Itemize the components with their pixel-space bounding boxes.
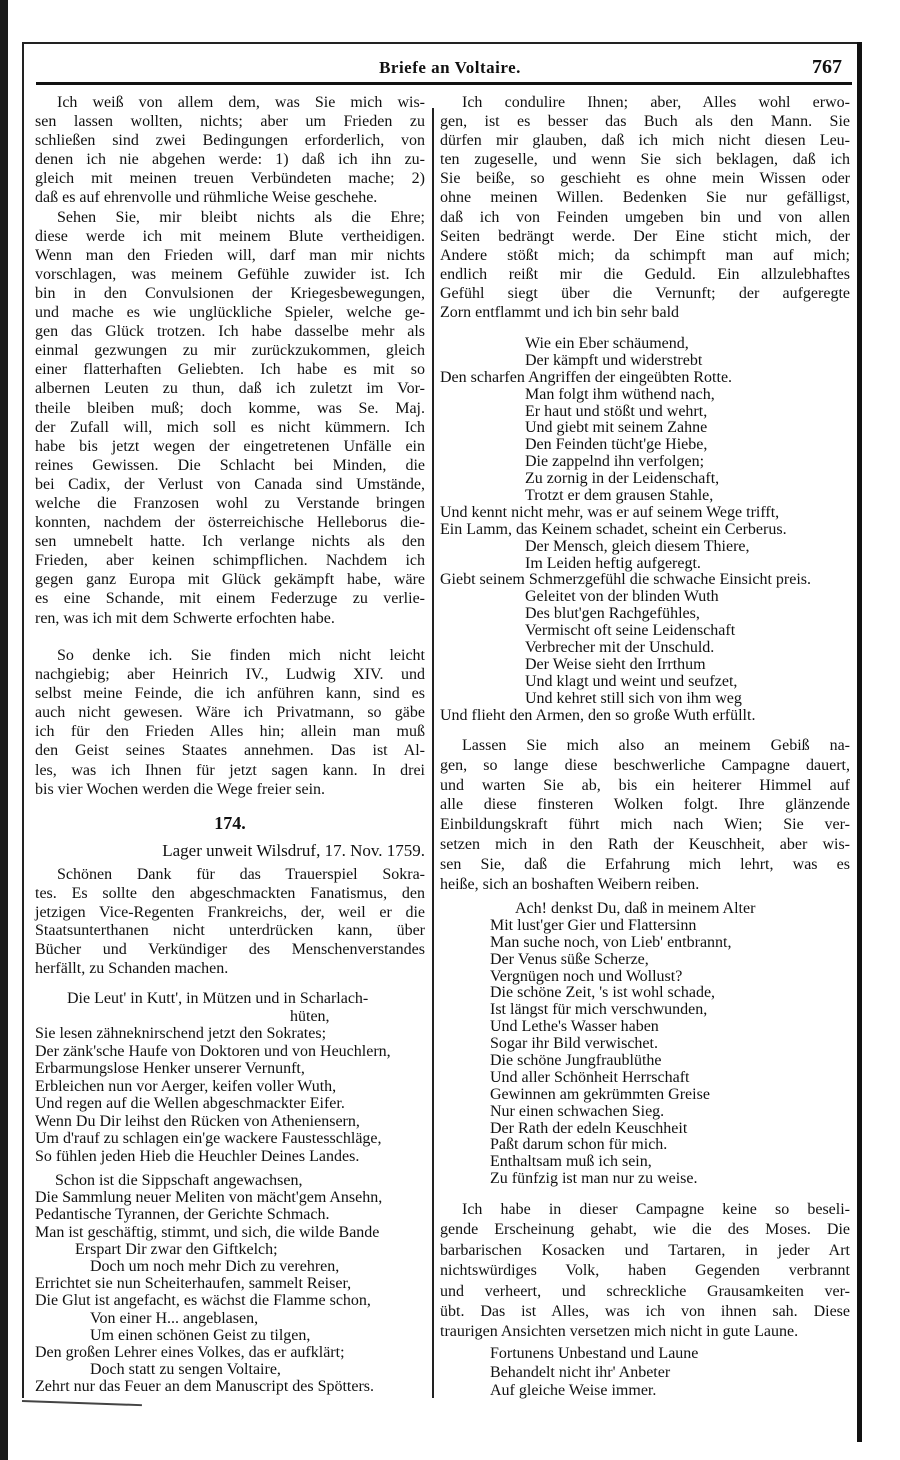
text-line: den Geist seines Staates annehmen. Das ist Al- xyxy=(35,742,425,760)
verse-line: Wenn Du Dir leihst den Rücken von Atheniensern, xyxy=(35,1112,360,1130)
text-line: daß es auf ehrenvolle und rühmliche Weise geschehe. xyxy=(35,189,378,207)
text-line: setzen mich in den Rath der Keuschheit, aber wis- xyxy=(440,835,850,853)
verse-line: Die Glut ist angefacht, es wächst die Flamme schon, xyxy=(35,1292,371,1310)
text-line: Ich habe in dieser Campagne keine so beseli- xyxy=(462,1201,850,1218)
verse-line: Enthaltsam muß ich sein, xyxy=(490,1153,652,1171)
verse-line: Der Venus süße Scherze, xyxy=(490,950,649,968)
text-line: ohne meinen Willen. Bedenken Sie nur gefälligst, xyxy=(440,189,850,207)
column-divider xyxy=(432,108,434,1398)
verse-right-v1 xyxy=(440,336,850,724)
text-line: Sie beiße, so geschieht es ohne mein Wissen oder xyxy=(440,170,850,188)
text-line: daß ich von Feinden umgeben bin und von allen xyxy=(440,208,850,226)
paragraph-right-p2 xyxy=(440,736,850,894)
letter-number: 174. xyxy=(214,813,246,833)
verse-line: Im Leiden heftig aufgeregt. xyxy=(525,554,701,572)
page-frame-top xyxy=(22,42,862,44)
text-line: nachgiebig; aber Heinrich IV., Ludwig XIV. und xyxy=(35,666,425,684)
header-rule xyxy=(36,82,852,85)
verse-line: Er haut und stößt und wehrt, xyxy=(525,402,708,420)
running-title: Briefe an Voltaire. xyxy=(379,58,521,77)
verse-line: Von einer H... angeblasen, xyxy=(90,1309,259,1327)
paragraph-right-p1 xyxy=(440,93,850,322)
text-line: traurigen Ansichten versetzen mich nicht in gute Laune. xyxy=(440,1323,799,1341)
text-line: endlich reißt mir die Geduld. Ein allzulebhaftes xyxy=(440,265,850,283)
verse-line: Der zänk'sche Haufe von Doktoren und von Heuchlern, xyxy=(35,1042,391,1060)
paragraph-left-p1 xyxy=(35,93,425,208)
text-line: einmal gezwungen zu mir zurückzukommen, gleich xyxy=(35,342,425,360)
text-line: gen das Glück trotzen. Ich habe dasselbe mehr als xyxy=(35,323,425,341)
text-line: ich für den Frieden Alles hin; allein man muß xyxy=(35,723,425,741)
text-line: Zorn entflammt und ich bin sehr bald xyxy=(440,304,680,322)
text-line: reines Gewissen. Die Schlacht bei Minden, die xyxy=(35,456,425,474)
text-line: Ich weiß von allem dem, was Sie mich wis- xyxy=(57,94,425,111)
verse-line: Und klagt und weint und seufzet, xyxy=(525,672,738,690)
text-line: Bücher und Verkündiger des Menschenverstandes xyxy=(35,941,425,959)
verse-line: Um d'rauf zu schlagen ein'ge wackere Faustesschläge, xyxy=(35,1130,382,1147)
verse-right-v2 xyxy=(440,901,850,1188)
text-line: es eine Schande, mit einem Federzuge zu verlie- xyxy=(35,590,425,608)
verse-line: Die zappelnd ihn verfolgen; xyxy=(525,453,705,471)
verse-line: hüten, xyxy=(290,1007,330,1025)
verse-line: Sie lesen zähneknirschend jetzt den Sokrates; xyxy=(35,1025,327,1042)
verse-line: Die schöne Jungfraublüthe xyxy=(490,1052,662,1070)
text-line: auch nicht gewesen. Wäre ich Privatmann, so gäbe xyxy=(35,704,425,722)
text-line: dürfen mir glauben, daß ich mich nicht diesen Leu- xyxy=(440,132,850,150)
text-line: konnten, nachdem der österreichische Helleborus die- xyxy=(35,514,425,532)
text-line: Staatsunterthanen nicht unterdrücken kann, über xyxy=(35,922,425,940)
verse-right-v3 xyxy=(440,1345,850,1401)
verse-line: Um einen schönen Geist zu tilgen, xyxy=(90,1326,311,1344)
paragraph-left-p4 xyxy=(35,866,425,979)
text-line: und warten Sie ab, bis ein heiterer Himmel auf xyxy=(440,776,850,794)
text-line: gen, so lange diese beschwerliche Campagne dauert, xyxy=(440,756,850,774)
verse-line: Die schöne Zeit, 's ist wohl schade, xyxy=(490,984,716,1002)
text-line: denen ich nie abgehen werde: 1) daß ich ihn zu- xyxy=(35,151,425,169)
page-frame-bottom xyxy=(22,1400,142,1406)
verse-line: Pedantische Tyrannen, der Gerichte Schmach. xyxy=(35,1206,330,1224)
verse-line: Erspart Dir zwar den Giftkelch; xyxy=(75,1240,278,1258)
text-line: herfällt, zu Schanden machen. xyxy=(35,959,229,977)
verse-line: Und kennt nicht mehr, was er auf seinem Wege trifft, xyxy=(440,503,780,521)
verse-line: Giebt seinem Schmerzgefühl die schwache Einsicht preis. xyxy=(440,571,811,589)
verse-line: Fortunens Unbestand und Laune xyxy=(490,1345,699,1362)
verse-line: Sogar ihr Bild verwischet. xyxy=(490,1035,658,1053)
text-line: sen lassen wollten, nichts; aber um Frieden zu xyxy=(35,113,425,131)
verse-line: Und flieht den Armen, den so große Wuth erfüllt. xyxy=(440,706,756,724)
verse-line: Und regen auf die Wellen abgeschmackter Eifer. xyxy=(35,1095,345,1112)
text-line: schließen sind zwei Bedingungen erforderlich, von xyxy=(35,132,425,150)
page-number: 767 xyxy=(812,56,842,78)
verse-line: Man suche noch, von Lieb' entbrannt, xyxy=(490,933,732,951)
verse-line: Erbleichen nun vor Aerger, keifen voller Wuth, xyxy=(35,1077,337,1095)
text-line: Seiten bedrängt werde. Der Eine sticht mich, der xyxy=(440,227,850,245)
verse-line: Gewinnen am gekrümmten Greise xyxy=(490,1085,710,1103)
verse-line: Zu fünfzig ist man nur zu weise. xyxy=(490,1170,698,1188)
verse-line: Und Lethe's Wasser haben xyxy=(490,1018,659,1036)
verse-line: Der Weise sieht den Irrthum xyxy=(525,655,706,673)
verse-line: Doch um noch mehr Dich zu verehren, xyxy=(90,1257,340,1275)
verse-line: Vergnügen noch und Wollust? xyxy=(490,967,683,985)
text-line: gende Erscheinung gehabt, wie die des Moses. Die xyxy=(440,1221,850,1239)
verse-line: Zu zornig in der Leidenschaft, xyxy=(525,470,720,488)
verse-line: Auf gleiche Weise immer. xyxy=(490,1382,657,1399)
text-line: übt. Das ist Alles, was ich von ihnen sah. Diese xyxy=(440,1302,850,1320)
verse-line: Vermischt oft seine Leidenschaft xyxy=(525,622,736,640)
text-line: Lassen Sie mich also an meinem Gebiß na- xyxy=(462,737,850,754)
verse-line: So fühlen jeden Hieb die Heuchler Deines Landes. xyxy=(35,1147,360,1165)
verse-line: Den scharfen Angriffen der eingeübten Rotte. xyxy=(440,368,733,386)
text-line: Gefühl siegt über die Vernunft; der aufgeregte xyxy=(440,284,850,302)
verse-line: Und giebt mit seinem Zahne xyxy=(525,419,708,437)
text-line: welche die Franzosen wohl zu Verstande bringen xyxy=(35,495,425,512)
text-line: Wenn man den Frieden will, darf man mir nichts xyxy=(35,246,425,264)
verse-line: Der Rath der edeln Keuschheit xyxy=(490,1119,688,1137)
text-line: und verheert, und schreckliche Grausamkeiten ver- xyxy=(440,1282,850,1300)
paragraph-right-p3 xyxy=(440,1200,850,1343)
verse-line: Den Feinden tücht'ge Hiebe, xyxy=(525,436,708,454)
text-line: Andere stößt mich; da schimpft man auf mich; xyxy=(440,246,850,264)
text-line: tes. Es sollte den abgeschmackten Fanatismus, den xyxy=(35,884,425,902)
verse-line: Man folgt ihm wüthend nach, xyxy=(525,385,715,403)
text-line: diese werde ich mit meinem Blute vertheidigen. xyxy=(35,227,425,245)
verse-line: Den großen Lehrer eines Volkes, das er aufklärt; xyxy=(35,1343,345,1361)
verse-line: Paßt darum schon für mich. xyxy=(490,1136,668,1154)
text-line: vorschlagen, was meinem Gefühle zuwider ist. Ich xyxy=(35,265,425,283)
text-line: Sehen Sie, mir bleibt nichts als die Ehre; xyxy=(57,208,425,226)
text-line: bin in den Convulsionen der Kriegesbewegungen, xyxy=(35,284,425,302)
verse-line: Trotzt er dem grausen Stahle, xyxy=(525,487,714,505)
text-line: So denke ich. Sie finden mich nicht leicht xyxy=(57,647,425,664)
text-line: Frieden, aber keinen schimpflichen. Nachdem ich xyxy=(35,552,425,570)
text-line: alle diese finsteren Wolken folgt. Ihre glänzende xyxy=(440,796,850,814)
text-line: selbst meine Feinde, die ich anführen kann, sind es xyxy=(35,685,425,703)
verse-left-v1 xyxy=(35,990,425,1165)
verse-line: Die Sammlung neuer Meliten von mächt'gem Ansehn, xyxy=(35,1189,383,1207)
verse-line: Wie ein Eber schäumend, xyxy=(525,335,689,352)
verse-line: Und kehret still sich von ihm weg xyxy=(525,689,742,707)
text-line: habe bis jetzt wegen der eingetretenen Unfälle ein xyxy=(35,437,425,455)
verse-line: Geleitet von der blinden Wuth xyxy=(525,588,719,606)
verse-line: Verbrecher mit der Unschuld. xyxy=(525,639,715,657)
verse-left-v2 xyxy=(35,1172,425,1395)
text-line: sen Sie, daß die Erfahrung mich lehrt, was es xyxy=(440,855,850,873)
page-frame-right xyxy=(857,42,862,1442)
text-line: ren, was ich mit dem Schwerte erfochten habe. xyxy=(35,609,335,627)
verse-line: Des blut'gen Rachgefühles, xyxy=(525,605,700,623)
verse-line: Errichtet sie nun Scheiterhaufen, sammelt Reiser, xyxy=(35,1275,352,1293)
text-line: gleich mit meinen treuen Verbündeten mache; 2) xyxy=(35,170,425,188)
text-line: les, was ich Ihnen für jetzt sagen kann. In drei xyxy=(35,761,425,779)
verse-line: Nur einen schwachen Sieg. xyxy=(490,1102,665,1120)
text-line: jetzigen Vice-Regenten Frankreichs, der, weil er die xyxy=(35,903,425,921)
verse-line: Der kämpft und widerstrebt xyxy=(525,351,703,369)
text-line: Schönen Dank für das Trauerspiel Sokra- xyxy=(57,866,425,883)
verse-line: Ist längst für mich verschwunden, xyxy=(490,1001,708,1019)
verse-line: Ein Lamm, das Keinem schadet, scheint ein Cerberus. xyxy=(440,520,787,538)
verse-line: Behandelt nicht ihr' Anbeter xyxy=(490,1363,671,1381)
letter-dateline: Lager unweit Wilsdruf, 17. Nov. 1759. xyxy=(162,841,425,860)
text-line: gegen ganz Europa mit Glück gekämpft habe, wäre xyxy=(35,571,425,589)
text-line: ten zugeselle, und wenn Sie sich beklagen, daß ich xyxy=(440,151,850,169)
verse-line: Die Leut' in Kutt', in Mützen und in Scharlach- xyxy=(67,990,369,1007)
verse-line: Mit lust'ger Gier und Flattersinn xyxy=(490,916,697,934)
verse-line: Schon ist die Sippschaft angewachsen, xyxy=(55,1172,303,1189)
paragraph-left-p2 xyxy=(35,208,425,628)
text-line: bis vier Wochen werden die Wege freier sein. xyxy=(35,780,326,798)
text-line: einer flatterhaften Geliebten. Ich habe es mit so xyxy=(35,361,425,379)
text-line: theile bleiben muß; doch komme, was Se. Maj. xyxy=(35,399,425,417)
verse-line: Erbarmungslose Henker unserer Vernunft, xyxy=(35,1060,305,1077)
text-line: gen, ist es besser das Buch als den Mann. Sie xyxy=(440,113,850,131)
text-line: heiße, sich an boshaften Weibern reiben. xyxy=(440,875,700,893)
text-line: Einbildungskraft führt mich nach Wien; Sie ver- xyxy=(440,816,850,834)
text-line: albernen Leuten zu thun, daß ich zuletzt im Vor- xyxy=(35,380,425,398)
text-line: und mache es wie unglückliche Spieler, welche ge- xyxy=(35,304,425,322)
scan-edge xyxy=(0,0,8,1460)
page-frame-left xyxy=(22,42,24,1398)
text-line: Ich condulire Ihnen; aber, Alles wohl erwo- xyxy=(462,94,850,111)
text-line: sen umnebelt hatte. Ich verlange nichts als den xyxy=(35,533,425,551)
text-line: nichtswürdiges Volk, haben Gegenden verbrannt xyxy=(440,1262,850,1280)
verse-line: Ach! denkst Du, daß in meinem Alter xyxy=(515,900,756,917)
text-line: barbarischen Kosacken und Tartaren, in jeder Art xyxy=(440,1241,850,1259)
text-line: bei Cadix, der Verlust von Canada sind Umstände, xyxy=(35,475,425,493)
paragraph-left-p3 xyxy=(35,646,425,799)
verse-line: Doch statt zu sengen Voltaire, xyxy=(90,1361,281,1379)
verse-line: Man ist geschäftig, stimmt, und sich, die wilde Bande xyxy=(35,1223,380,1241)
verse-line: Der Mensch, gleich diesem Thiere, xyxy=(525,537,750,555)
verse-line: Zehrt nur das Feuer an dem Manuscript des Spötters. xyxy=(35,1378,375,1396)
text-line: der Zufall will, mich soll es nicht kümmern. Ich xyxy=(35,418,425,436)
verse-line: Und aller Schönheit Herrschaft xyxy=(490,1068,690,1086)
